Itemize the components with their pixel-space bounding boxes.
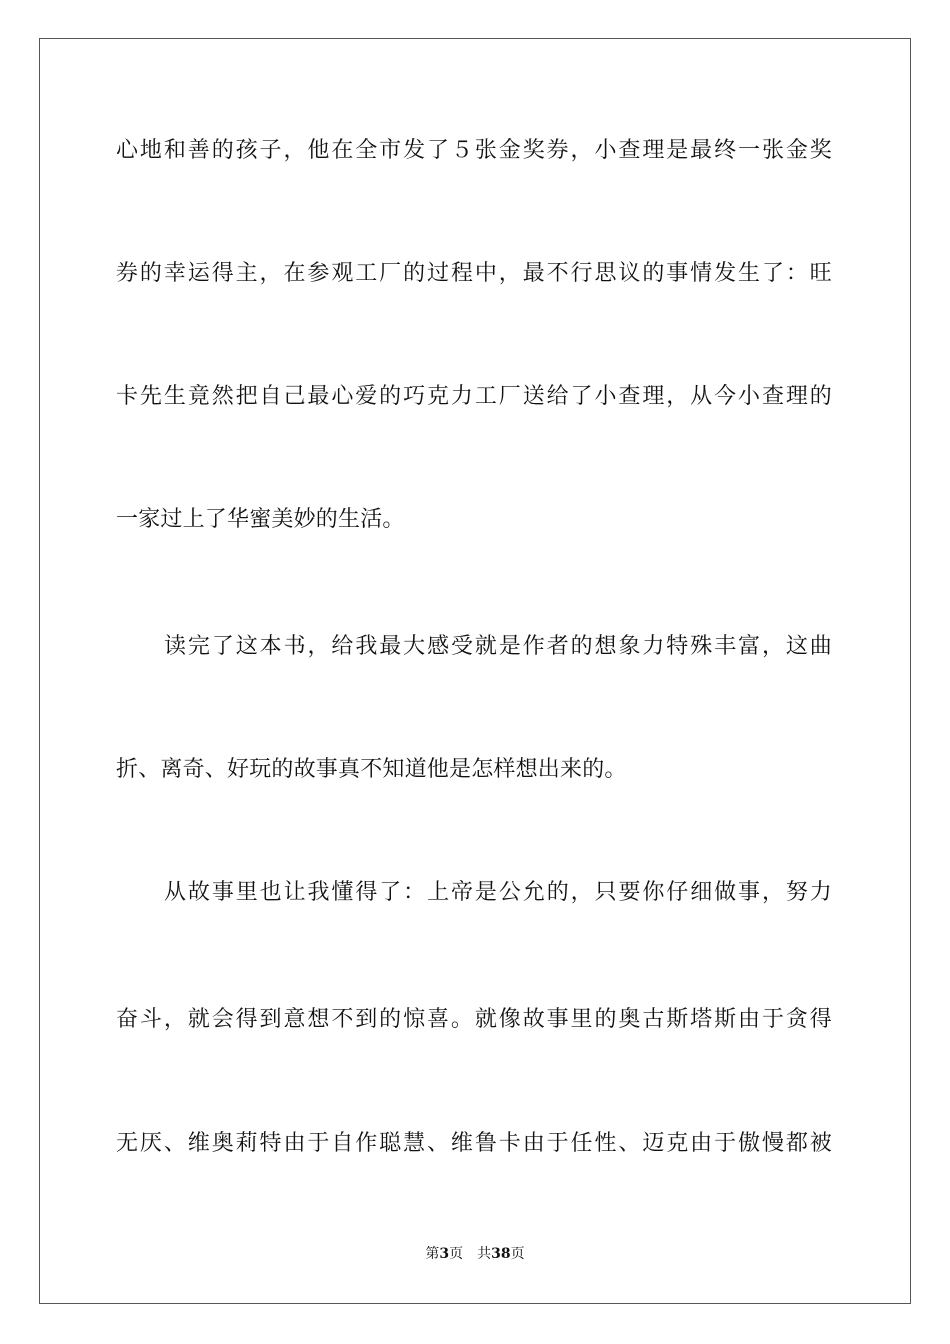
- paragraph-line-9: 无厌、维奥莉特由于自作聪慧、维鲁卡由于任性、迈克由于傲慢都被: [116, 1131, 832, 1156]
- page-frame: [39, 38, 911, 1304]
- paragraph-line-7: 从故事里也让我懂得了：上帝是公允的，只要你仔细做事，努力: [164, 880, 832, 905]
- paragraph-line-8: 奋斗，就会得到意想不到的惊喜。就像故事里的奥古斯塔斯由于贪得: [116, 1007, 832, 1032]
- paragraph-line-4: 一家过上了华蜜美妙的生活。: [116, 507, 405, 532]
- paragraph-line-1: 心地和善的孩子，他在全市发了５张金奖券，小查理是最终一张金奖: [116, 138, 832, 163]
- paragraph-line-6: 折、离奇、好玩的故事真不知道他是怎样想出来的。: [116, 757, 627, 782]
- footer-page-number: 3: [439, 1246, 450, 1262]
- footer-page-suffix: 页: [449, 1246, 464, 1262]
- footer-total-prefix: 共: [477, 1246, 492, 1262]
- footer-total-pages: 38: [491, 1246, 511, 1262]
- footer-total-suffix: 页: [510, 1246, 525, 1262]
- paragraph-line-2: 券的幸运得主，在参观工厂的过程中，最不行思议的事情发生了：旺: [116, 261, 832, 286]
- footer-prefix: 第: [425, 1246, 440, 1262]
- paragraph-line-5: 读完了这本书，给我最大感受就是作者的想象力特殊丰富，这曲: [164, 634, 832, 659]
- paragraph-line-3: 卡先生竟然把自己最心爱的巧克力工厂送给了小查理，从今小查理的: [116, 384, 832, 409]
- page-footer: [0, 1244, 950, 1264]
